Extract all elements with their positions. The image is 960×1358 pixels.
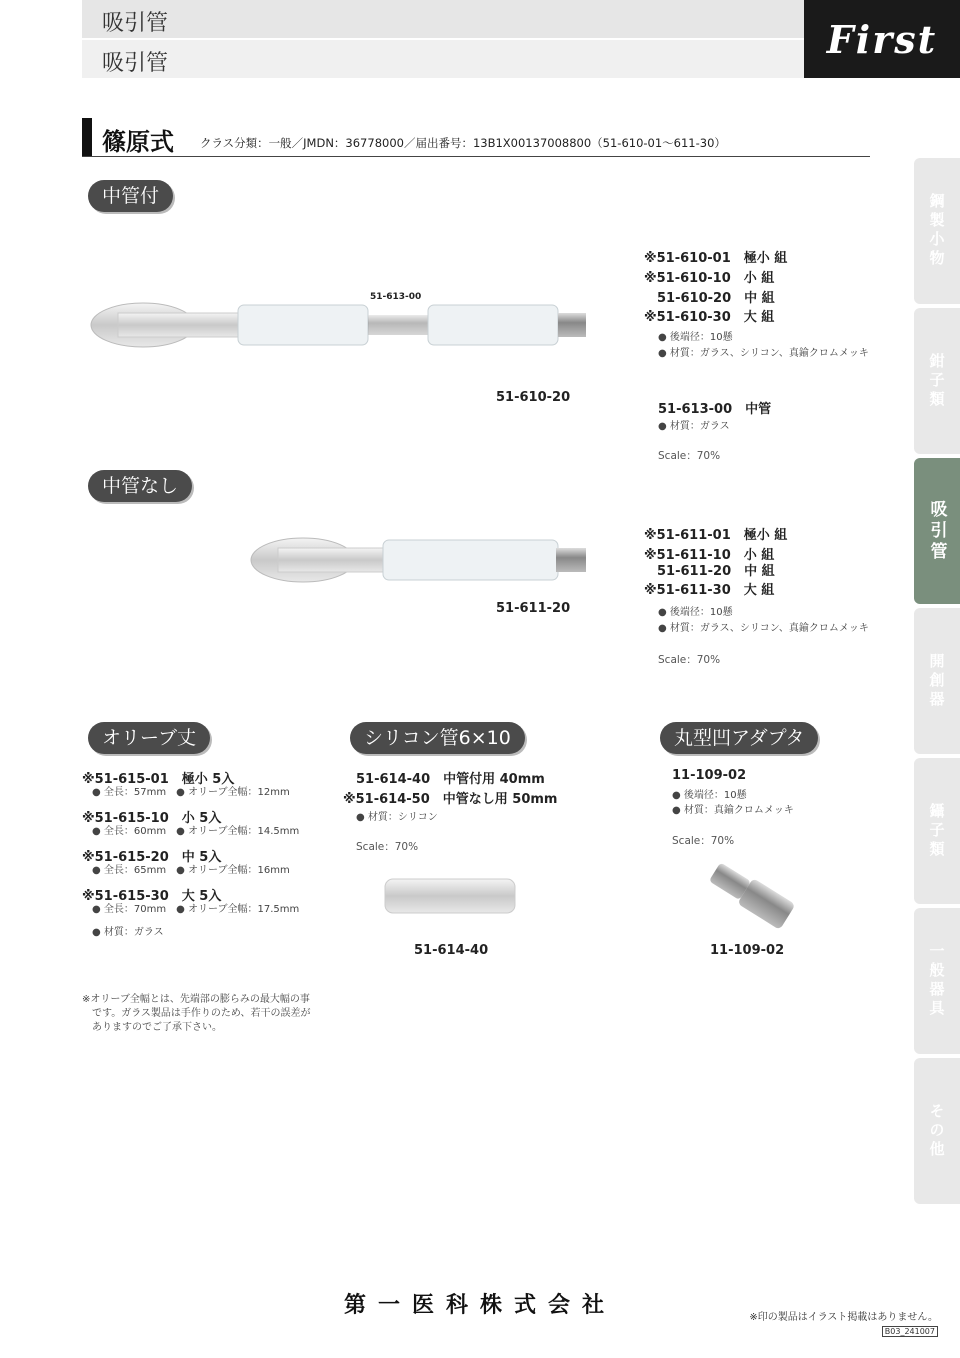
list-item: ※51-610-01 極小 組 [644, 251, 788, 266]
section-title: 篠原式 [102, 128, 174, 156]
spec-bullet: ● 材質：ガラス [92, 927, 164, 938]
inner-tube-label: 51-613-00 [370, 292, 422, 302]
adapter-image [700, 860, 804, 930]
olive-note-line: です。ガラス製品は手作りのため、若干の誤差が [82, 1008, 311, 1019]
silicone-tube-image [384, 878, 516, 914]
spec-bullet: ● 材質：シリコン [356, 812, 438, 823]
list-item: 51-614-40 中管付用 40mm [343, 772, 545, 787]
list-item: 11-109-02 [672, 768, 747, 783]
caption-11-109-02: 11-109-02 [710, 943, 785, 958]
list-item: ※51-615-20 中 5入 [82, 850, 222, 865]
side-tab-6[interactable]: その他 [914, 1058, 960, 1204]
spec-bullet: ● 全長：60mm ● オリーブ全幅：14.5mm [92, 826, 300, 837]
pill-round-adapter: 丸型凹アダプタ [660, 722, 818, 754]
footer-note: ※印の製品はイラスト掲載はありません。 [749, 1312, 938, 1323]
suction-tube-with-inner-image [88, 295, 588, 355]
header-title: 吸引管 [102, 11, 169, 36]
scale-label: Scale：70% [658, 450, 721, 462]
pill-silicone-tube: シリコン管6×10 [350, 722, 525, 754]
section-info: クラス分類：一般／JMDN：36778000／届出番号：13B1X00137008800（51-610-01～611-30） [200, 136, 726, 150]
list-item: 51-611-20 中 組 [644, 564, 775, 579]
section-marker [82, 118, 92, 156]
pill-olive-tip: オリーブ丈 [88, 722, 210, 754]
spec-bullet: ● 材質：ガラス、シリコン、真鍮クロムメッキ [658, 623, 869, 634]
brand-logo: First [804, 0, 960, 78]
list-item: ※51-615-01 極小 5入 [82, 772, 235, 787]
list-item: ※51-611-10 小 組 [644, 548, 775, 563]
page-code: B03_241007 [882, 1326, 938, 1337]
list-item: ※51-615-10 小 5入 [82, 811, 222, 826]
olive-note-line: ※オリーブ全幅とは、先端部の膨らみの最大幅の事 [82, 994, 310, 1005]
list-item: 51-610-20 中 組 [644, 291, 775, 306]
caption-51-610-20: 51-610-20 [496, 390, 571, 405]
list-item: ※51-614-50 中管なし用 50mm [343, 792, 558, 807]
list-item: ※51-615-30 大 5入 [82, 889, 222, 904]
spec-bullet: ● 全長：57mm ● オリーブ全幅：12mm [92, 787, 290, 798]
olive-note-line: ありますのでご了承下さい。 [82, 1022, 222, 1033]
scale-label: Scale：70% [672, 835, 735, 847]
spec-bullet: ● 後端径：10懸 [658, 332, 733, 343]
side-tab-4[interactable]: 鑷子類 [914, 758, 960, 904]
pill-with-inner-tube: 中管付 [88, 180, 173, 212]
side-tab-5[interactable]: 一般器具 [914, 908, 960, 1054]
pill-without-inner-tube: 中管なし [88, 470, 192, 502]
spec-bullet: ● 全長：65mm ● オリーブ全幅：16mm [92, 865, 290, 876]
list-item: ※51-610-30 大 組 [644, 310, 775, 325]
spec-bullet: ● 後端径：10懸 [672, 790, 747, 801]
side-tab-2-active[interactable]: 吸引管 [914, 458, 960, 604]
list-item: ※51-611-30 大 組 [644, 583, 775, 598]
caption-51-611-20: 51-611-20 [496, 601, 571, 616]
header-bar-top [82, 0, 804, 38]
list-item: ※51-611-01 極小 組 [644, 528, 788, 543]
caption-51-614-40: 51-614-40 [414, 943, 489, 958]
spec-bullet: ● 後端径：10懸 [658, 607, 733, 618]
section-divider [82, 156, 870, 157]
list-item: 51-613-00 中管 [658, 402, 772, 417]
spec-bullet: ● 材質：真鍮クロムメッキ [672, 805, 794, 816]
side-tab-1[interactable]: 鉗子類 [914, 308, 960, 454]
spec-bullet: ● 材質：ガラス、シリコン、真鍮クロムメッキ [658, 348, 869, 359]
suction-tube-without-inner-image [248, 530, 588, 590]
scale-label: Scale：70% [658, 654, 721, 666]
company-name: 第一医科株式会社 [343, 1292, 616, 1318]
spec-bullet: ● 全長：70mm ● オリーブ全幅：17.5mm [92, 904, 300, 915]
side-tab-0[interactable]: 鋼製小物 [914, 158, 960, 304]
spec-bullet: ● 材質：ガラス [658, 421, 730, 432]
header-subtitle: 吸引管 [102, 51, 169, 76]
list-item: ※51-610-10 小 組 [644, 271, 775, 286]
scale-label: Scale：70% [356, 841, 419, 853]
header-bar-bottom [82, 40, 804, 78]
side-tab-3[interactable]: 開創器 [914, 608, 960, 754]
